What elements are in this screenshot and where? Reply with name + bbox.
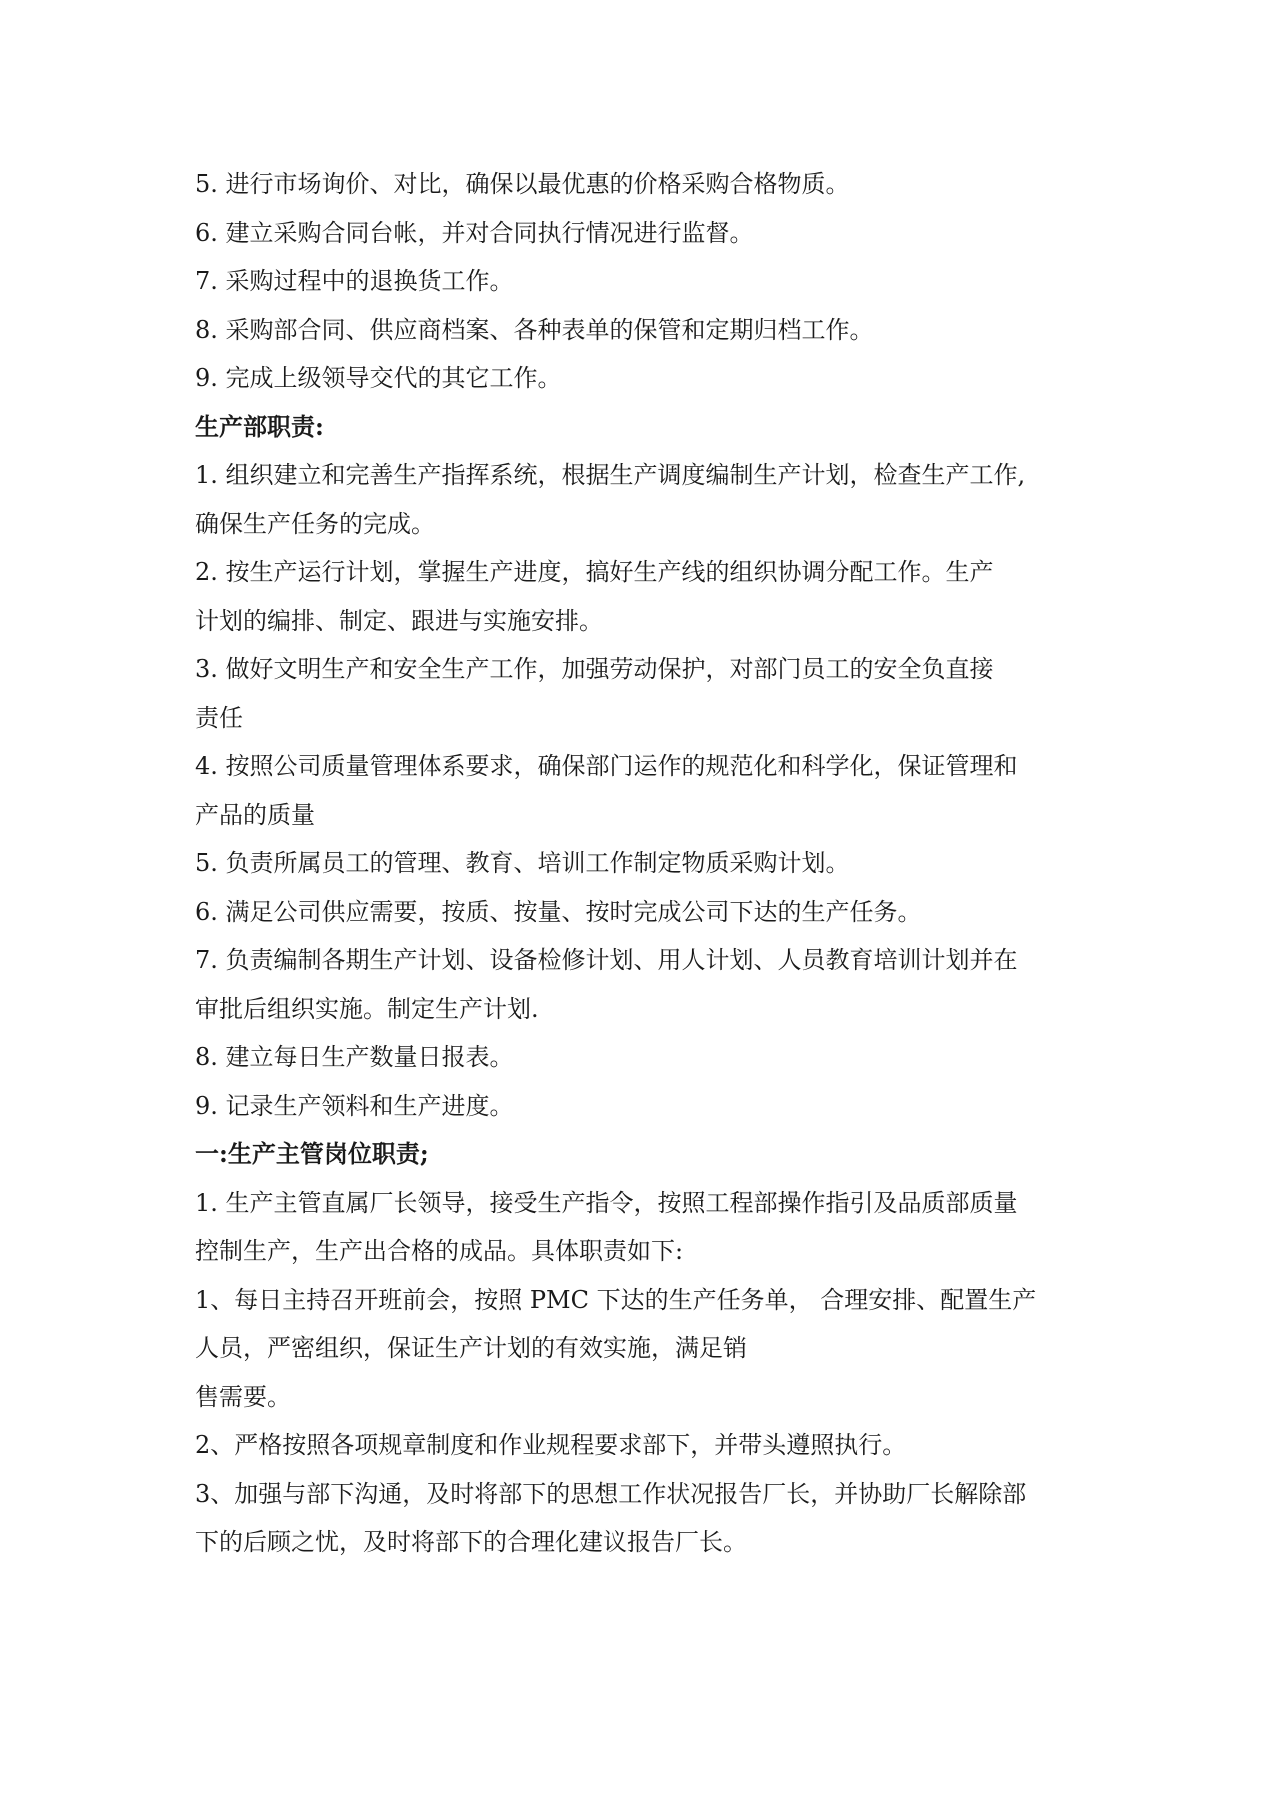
text-line: 4. 按照公司质量管理体系要求，确保部门运作的规范化和科学化，保证管理和 [195,752,1018,780]
text-line: 审批后组织实施。制定生产计划. [195,994,539,1023]
text-line: 3、加强与部下沟通，及时将部下的思想工作状况报告厂长，并协助厂长解除部 [195,1479,1027,1508]
text-line: 7. 采购过程中的退换货工作。 [195,267,514,295]
text-line: 控制生产，生产出合格的成品。具体职责如下: [195,1237,684,1265]
document-body [195,160,1105,1567]
text-line: 人员，严密组织，保证生产计划的有效实施，满足销 [195,1334,747,1362]
text-line: 产品的质量 [195,800,315,829]
text-line: 2、严格按照各项规章制度和作业规程要求部下，并带头遵照执行。 [195,1431,907,1459]
text-line: 5. 负责所属员工的管理、教育、培训工作制定物质采购计划。 [195,849,850,877]
text-line: 确保生产任务的完成。 [195,509,435,538]
text-line: 9. 记录生产领料和生产进度。 [195,1091,514,1120]
text-line: 售需要。 [195,1382,291,1411]
text-line: 5. 进行市场询价、对比，确保以最优惠的价格采购合格物质。 [195,170,850,198]
text-line: 下的后顾之忧，及时将部下的合理化建议报告厂长。 [195,1528,747,1556]
text-line: 计划的编排、制定、跟进与实施安排。 [195,606,603,635]
text-line: 责任 [195,703,243,732]
section-heading: 一:生产主管岗位职责; [195,1139,429,1168]
text-line: 1、每日主持召开班前会，按照 PMC 下达的生产任务单， 合理安排、配置生产 [195,1285,1037,1314]
text-line: 1. 生产主管直属厂长领导，接受生产指令，按照工程部操作指引及品质部质量 [195,1188,1018,1217]
text-line: 6. 建立采购合同台帐，并对合同执行情况进行监督。 [195,218,754,247]
text-line: 6. 满足公司供应需要，按质、按量、按时完成公司下达的生产任务。 [195,897,922,926]
text-line: 7. 负责编制各期生产计划、设备检修计划、用人计划、人员教育培训计划并在 [195,946,1018,974]
text-line: 3. 做好文明生产和安全生产工作，加强劳动保护，对部门员工的安全负直接 [195,655,994,683]
section-heading: 生产部职责: [195,411,324,441]
text-line: 9. 完成上级领导交代的其它工作。 [195,364,562,392]
text-line: 8. 采购部合同、供应商档案、各种表单的保管和定期归档工作。 [195,315,874,344]
text-line: 8. 建立每日生产数量日报表。 [195,1043,514,1071]
text-line: 2. 按生产运行计划，掌握生产进度，搞好生产线的组织协调分配工作。生产 [195,558,994,586]
text-line: 1. 组织建立和完善生产指挥系统，根据生产调度编制生产计划，检查生产工作, [195,461,1026,489]
